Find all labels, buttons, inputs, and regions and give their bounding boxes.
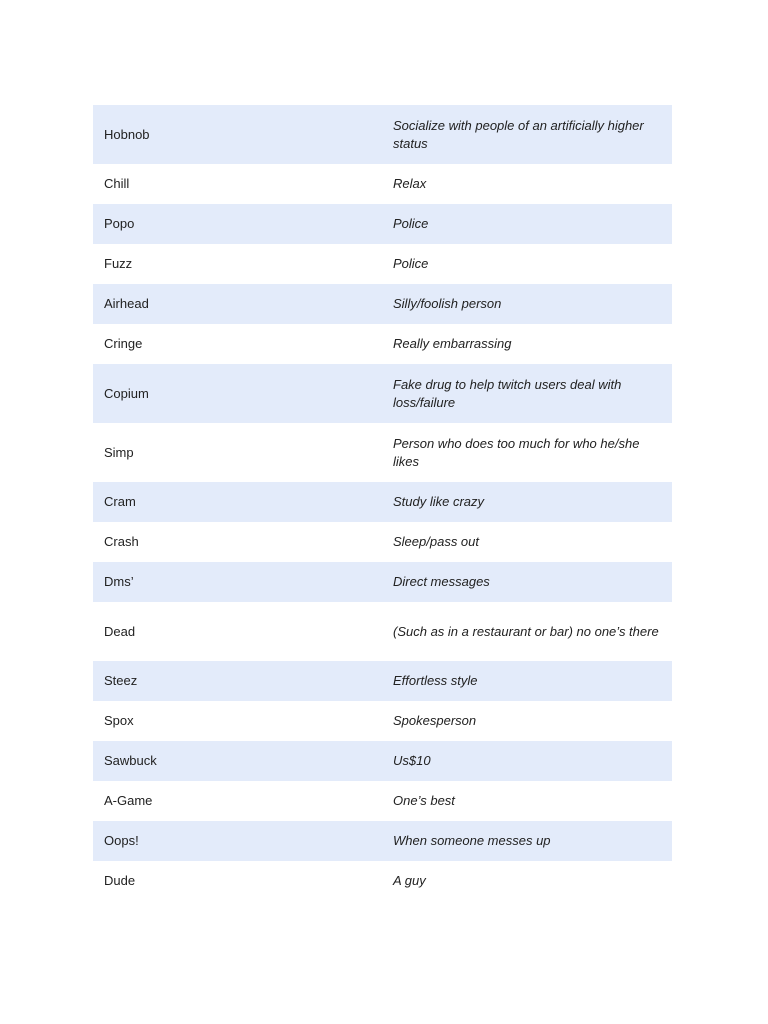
slang-definition: Really embarrassing [393,336,512,351]
slang-definition: A guy [393,873,426,888]
slang-term: Popo [104,216,135,231]
slang-term: Crash [104,534,139,549]
slang-term: Dms’ [104,574,134,589]
slang-definition: (Such as in a restaurant or bar) no one’s there [393,623,659,639]
table-row [93,284,672,324]
slang-term: Fuzz [104,256,133,271]
slang-term: A-Game [104,793,153,808]
slang-term: Steez [104,673,138,688]
slang-term: Cringe [104,336,143,351]
table-row [93,701,672,741]
slang-definition: Fake drug to help twitch users deal with loss/failure [393,376,622,410]
slang-definition: Us$10 [393,753,431,768]
slang-definition: Silly/foolish person [393,296,502,311]
slang-definition: Person who does too much for who he/she likes [393,435,640,469]
slang-definition: Socialize with people of an artificially higher status [393,117,644,151]
slang-term: Airhead [104,296,149,311]
slang-definition: One’s best [393,793,455,808]
table-row [93,661,672,701]
table-row [93,204,672,244]
table-row [93,105,672,164]
slang-term: Copium [104,385,149,401]
table-row [93,482,672,522]
slang-term: Oops! [104,833,139,848]
table-row [93,522,672,562]
slang-definition: Direct messages [393,574,490,589]
slang-term: Sawbuck [104,753,157,768]
slang-definition: Police [393,216,429,231]
slang-definition: Spokesperson [393,713,477,728]
table-row [93,164,672,204]
slang-definition: Effortless style [393,673,478,688]
slang-term: Cram [104,494,136,509]
table-row [93,861,672,901]
table-row [93,741,672,781]
slang-definition: Sleep/pass out [393,534,480,549]
table-row [93,324,672,364]
slang-term: Spox [104,713,134,728]
table-row [93,602,672,661]
slang-glossary-table [93,105,672,901]
slang-definition: When someone messes up [393,833,551,848]
table-row [93,423,672,482]
slang-definition: Relax [393,176,427,191]
slang-term: Chill [104,176,130,191]
slang-term: Simp [104,444,134,460]
slang-term: Hobnob [104,126,150,142]
document-page [93,105,672,901]
table-row [93,821,672,861]
slang-definition: Police [393,256,429,271]
slang-definition: Study like crazy [393,494,485,509]
table-row [93,244,672,284]
table-row [93,364,672,423]
table-row [93,562,672,602]
slang-term: Dude [104,873,136,888]
slang-term: Dead [104,623,136,639]
table-row [93,781,672,821]
